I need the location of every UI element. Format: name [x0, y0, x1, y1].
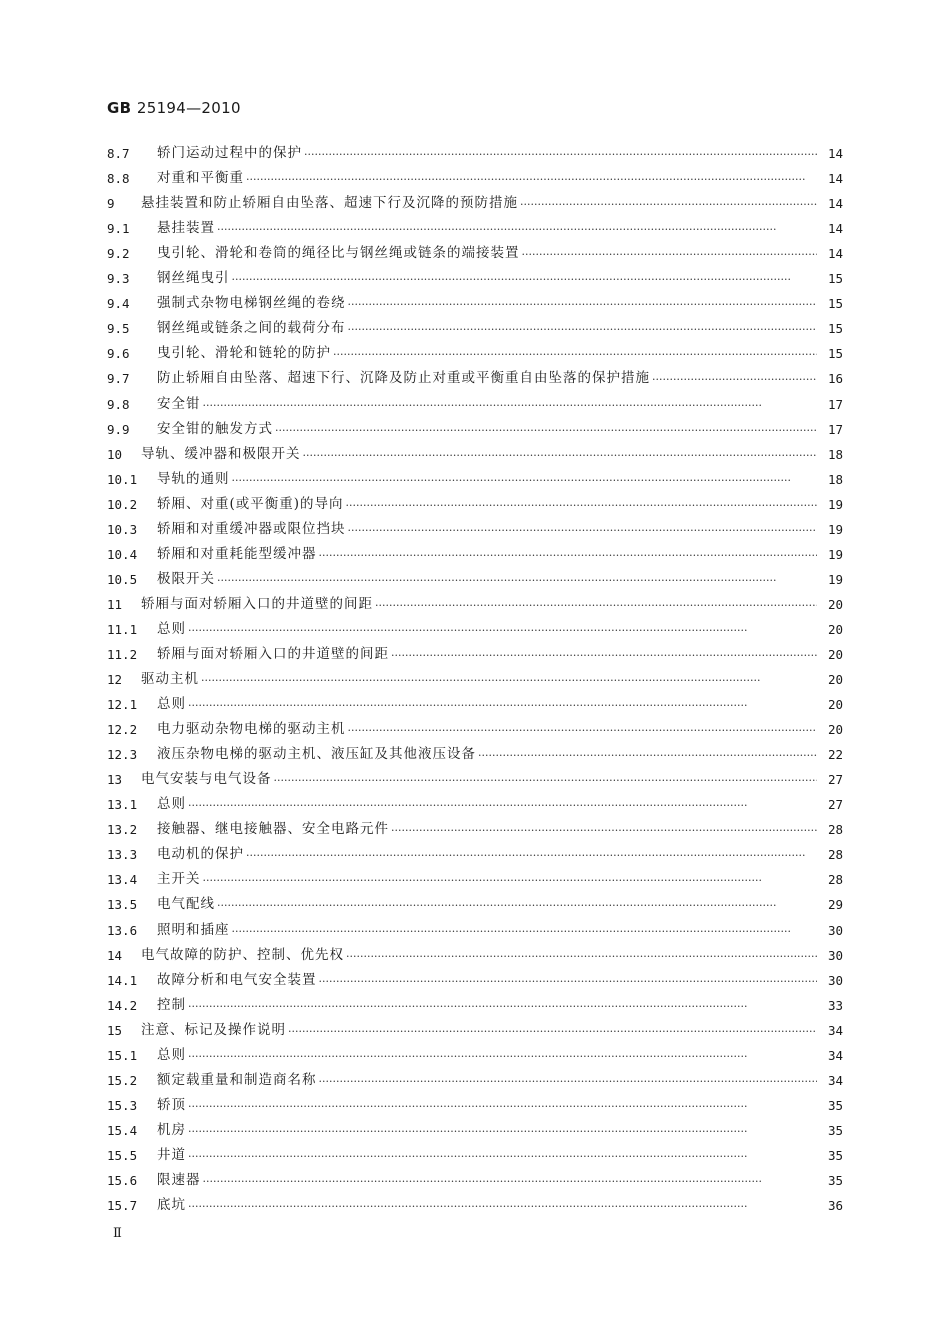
toc-entry[interactable]: [107, 442, 843, 467]
toc-entry-page: 18: [827, 471, 843, 487]
toc-leader-dots: [319, 545, 818, 567]
toc-entry-number: 13: [107, 772, 123, 788]
toc-leader-dots: [188, 996, 817, 1018]
toc-entry-number: 12.1: [107, 697, 138, 713]
toc-entry-page: 30: [827, 972, 843, 988]
toc-entry-number: 15.4: [107, 1122, 138, 1138]
toc-entry-page: 17: [827, 396, 843, 412]
toc-leader-dots: [346, 495, 817, 517]
toc-entry-title: 接触器、继电接触器、安全电路元件: [157, 821, 389, 838]
toc-entry[interactable]: [107, 567, 843, 592]
toc-leader-dots: [319, 1071, 818, 1093]
toc-entry-number: 13.3: [107, 847, 138, 863]
toc-entry-page: 14: [827, 221, 843, 237]
toc-leader-dots: [217, 895, 817, 917]
toc-entry-page: 16: [827, 371, 843, 387]
toc-entry-number: 8.8: [107, 171, 130, 187]
toc-entry[interactable]: [107, 692, 843, 717]
toc-entry-number: 15.5: [107, 1147, 138, 1163]
toc-entry-page: 28: [827, 872, 843, 888]
toc-entry[interactable]: [107, 993, 843, 1018]
toc-entry-title: 额定载重量和制造商名称: [157, 1071, 317, 1088]
toc-entry-page: 19: [827, 571, 843, 587]
toc-entry-title: 极限开关: [157, 570, 215, 587]
standard-prefix: GB: [107, 99, 132, 117]
toc-entry-number: 13.1: [107, 797, 138, 813]
toc-entry-title: 钢丝绳或链条之间的载荷分布: [157, 320, 346, 337]
toc-entry[interactable]: [107, 1193, 843, 1218]
toc-leader-dots: [203, 870, 818, 892]
toc-entry-title: 注意、标记及操作说明: [141, 1021, 286, 1038]
toc-leader-dots: [232, 921, 818, 943]
toc-entry-title: 电力驱动杂物电梯的驱动主机: [157, 721, 346, 738]
toc-entry-page: 15: [827, 271, 843, 287]
toc-entry-number: 11.1: [107, 621, 138, 637]
toc-entry-page: 15: [827, 321, 843, 337]
toc-leader-dots: [217, 219, 817, 241]
toc-entry-page: 19: [827, 496, 843, 512]
toc-entry-page: 35: [827, 1097, 843, 1113]
toc-leader-dots: [652, 369, 817, 391]
toc-entry-number: 11: [107, 596, 123, 612]
toc-entry-title: 轿厢与面对轿厢入口的井道壁的间距: [141, 595, 373, 612]
toc-entry-page: 27: [827, 772, 843, 788]
toc-leader-dots: [391, 645, 817, 667]
toc-entry-number: 14: [107, 947, 123, 963]
toc-entry-page: 34: [827, 1022, 843, 1038]
toc-entry-page: 33: [827, 997, 843, 1013]
toc-leader-dots: [188, 1046, 817, 1068]
toc-entry-page: 17: [827, 421, 843, 437]
toc-leader-dots: [246, 169, 817, 191]
toc-entry[interactable]: [107, 166, 843, 191]
toc-entry-title: 轿门运动过程中的保护: [157, 145, 302, 162]
toc-entry-number: 13.6: [107, 922, 138, 938]
toc-leader-dots: [478, 745, 817, 767]
toc-entry[interactable]: [107, 492, 843, 517]
toc-entry-number: 9.1: [107, 221, 130, 237]
toc-leader-dots: [520, 194, 817, 216]
toc-leader-dots: [348, 319, 818, 341]
toc-entry[interactable]: [107, 767, 843, 792]
toc-leader-dots: [522, 244, 818, 266]
toc-entry[interactable]: [107, 1093, 843, 1118]
toc-leader-dots: [203, 1171, 818, 1193]
toc-entry-title: 井道: [157, 1146, 186, 1163]
toc-entry[interactable]: [107, 1118, 843, 1143]
toc-entry-number: 9: [107, 196, 115, 212]
toc-entry-number: 8.7: [107, 146, 130, 162]
toc-entry[interactable]: [107, 867, 843, 892]
toc-leader-dots: [188, 1121, 817, 1143]
toc-entry-page: 20: [827, 697, 843, 713]
toc-entry-title: 轿厢、对重(或平衡重)的导向: [157, 495, 344, 512]
toc-entry[interactable]: [107, 266, 843, 291]
toc-entry-page: 29: [827, 897, 843, 913]
toc-entry-page: 36: [827, 1198, 843, 1214]
toc-entry-title: 底坑: [157, 1197, 186, 1214]
toc-entry-title: 电气故障的防护、控制、优先权: [141, 946, 344, 963]
toc-entry-title: 轿厢和对重缓冲器或限位挡块: [157, 520, 346, 537]
toc-entry-title: 电气安装与电气设备: [141, 771, 272, 788]
toc-leader-dots: [188, 795, 817, 817]
toc-entry-title: 悬挂装置和防止轿厢自由坠落、超速下行及沉降的预防措施: [141, 195, 518, 212]
toc-entry-number: 12.3: [107, 747, 138, 763]
toc-entry[interactable]: [107, 191, 843, 216]
toc-entry-page: 20: [827, 722, 843, 738]
toc-entry-title: 总则: [157, 620, 186, 637]
toc-entry-title: 安全钳: [157, 395, 201, 412]
toc-entry-number: 13.5: [107, 897, 138, 913]
toc-entry-title: 防止轿厢自由坠落、超速下行、沉降及防止对重或平衡重自由坠落的保护措施: [157, 370, 650, 387]
toc-entry[interactable]: [107, 642, 843, 667]
toc-entry-page: 15: [827, 296, 843, 312]
toc-entry-number: 9.2: [107, 246, 130, 262]
toc-leader-dots: [188, 1146, 817, 1168]
toc-entry-page: 30: [827, 947, 843, 963]
standard-number: 25194—2010: [136, 99, 241, 117]
toc-leader-dots: [188, 1096, 817, 1118]
toc-entry-page: 34: [827, 1047, 843, 1063]
toc-entry-title: 导轨的通则: [157, 470, 230, 487]
toc-entry-page: 20: [827, 621, 843, 637]
toc-leader-dots: [375, 595, 817, 617]
toc-entry[interactable]: [107, 792, 843, 817]
toc-entry-page: 15: [827, 346, 843, 362]
toc-entry-number: 10.5: [107, 571, 138, 587]
toc-entry-title: 总则: [157, 696, 186, 713]
toc-leader-dots: [201, 670, 817, 692]
toc-entry-page: 14: [827, 171, 843, 187]
toc-entry[interactable]: [107, 241, 843, 266]
toc-leader-dots: [203, 395, 818, 417]
toc-entry[interactable]: [107, 517, 843, 542]
toc-entry-title: 悬挂装置: [157, 220, 215, 237]
toc-leader-dots: [217, 570, 817, 592]
table-of-contents: [107, 141, 843, 1218]
toc-entry-number: 10: [107, 446, 123, 462]
toc-entry-page: 20: [827, 596, 843, 612]
toc-entry[interactable]: [107, 617, 843, 642]
toc-entry-number: 14.1: [107, 972, 138, 988]
toc-leader-dots: [188, 620, 817, 642]
toc-entry-title: 轿顶: [157, 1096, 186, 1113]
toc-entry-title: 强制式杂物电梯钢丝绳的卷绕: [157, 295, 346, 312]
toc-leader-dots: [274, 770, 818, 792]
toc-entry[interactable]: [107, 917, 843, 942]
toc-entry-page: 14: [827, 146, 843, 162]
toc-entry-number: 11.2: [107, 646, 138, 662]
toc-entry-number: 9.8: [107, 396, 130, 412]
toc-entry-title: 电气配线: [157, 896, 215, 913]
toc-entry-page: 28: [827, 847, 843, 863]
toc-entry-title: 对重和平衡重: [157, 170, 244, 187]
toc-entry[interactable]: [107, 667, 843, 692]
toc-entry-title: 照明和插座: [157, 921, 230, 938]
toc-entry[interactable]: [107, 417, 843, 442]
toc-entry[interactable]: [107, 1018, 843, 1043]
toc-entry-number: 9.7: [107, 371, 130, 387]
toc-entry[interactable]: [107, 1068, 843, 1093]
toc-entry[interactable]: [107, 341, 843, 366]
toc-entry-page: 35: [827, 1122, 843, 1138]
toc-entry-title: 导轨、缓冲器和极限开关: [141, 445, 301, 462]
toc-entry-title: 故障分析和电气安全装置: [157, 971, 317, 988]
toc-entry[interactable]: [107, 316, 843, 341]
toc-entry-title: 驱动主机: [141, 671, 199, 688]
toc-entry-number: 9.5: [107, 321, 130, 337]
toc-leader-dots: [319, 971, 818, 993]
toc-entry-page: 28: [827, 822, 843, 838]
toc-entry-number: 10.4: [107, 546, 138, 562]
toc-entry-number: 10.1: [107, 471, 138, 487]
toc-entry-page: 14: [827, 196, 843, 212]
toc-entry-page: 34: [827, 1072, 843, 1088]
toc-leader-dots: [304, 144, 817, 166]
toc-entry-page: 19: [827, 521, 843, 537]
toc-entry[interactable]: [107, 1043, 843, 1068]
toc-entry-title: 总则: [157, 1046, 186, 1063]
toc-entry-number: 15.3: [107, 1097, 138, 1113]
toc-entry-title: 轿厢和对重耗能型缓冲器: [157, 545, 317, 562]
toc-entry[interactable]: [107, 542, 843, 567]
toc-entry-number: 9.4: [107, 296, 130, 312]
toc-entry-title: 曳引轮、滑轮和链轮的防护: [157, 345, 331, 362]
toc-entry[interactable]: [107, 1168, 843, 1193]
toc-leader-dots: [275, 420, 817, 442]
toc-entry-page: 20: [827, 672, 843, 688]
page-number: Ⅱ: [113, 1226, 122, 1241]
toc-entry[interactable]: [107, 943, 843, 968]
toc-entry-number: 15: [107, 1022, 123, 1038]
toc-entry[interactable]: [107, 892, 843, 917]
toc-leader-dots: [288, 1021, 817, 1043]
toc-entry-page: 35: [827, 1172, 843, 1188]
standard-header: [107, 99, 241, 117]
toc-entry-number: 15.2: [107, 1072, 138, 1088]
toc-entry-title: 限速器: [157, 1171, 201, 1188]
toc-leader-dots: [303, 445, 818, 467]
toc-entry-number: 9.9: [107, 421, 130, 437]
toc-entry-number: 9.6: [107, 346, 130, 362]
toc-entry[interactable]: [107, 1143, 843, 1168]
toc-entry[interactable]: [107, 366, 843, 391]
toc-entry[interactable]: [107, 467, 843, 492]
toc-entry[interactable]: [107, 391, 843, 416]
toc-leader-dots: [246, 845, 817, 867]
toc-entry-title: 总则: [157, 796, 186, 813]
toc-entry-page: 18: [827, 446, 843, 462]
toc-entry-title: 机房: [157, 1121, 186, 1138]
toc-entry-number: 12.2: [107, 722, 138, 738]
toc-entry[interactable]: [107, 968, 843, 993]
toc-entry-title: 钢丝绳曳引: [157, 270, 230, 287]
toc-entry-page: 27: [827, 797, 843, 813]
toc-entry-title: 曳引轮、滑轮和卷筒的绳径比与钢丝绳或链条的端接装置: [157, 245, 520, 262]
toc-leader-dots: [348, 294, 818, 316]
toc-leader-dots: [188, 1196, 817, 1218]
toc-entry-number: 10.3: [107, 521, 138, 537]
toc-entry-number: 15.6: [107, 1172, 138, 1188]
toc-leader-dots: [333, 344, 817, 366]
toc-entry-page: 20: [827, 646, 843, 662]
toc-entry-title: 电动机的保护: [157, 846, 244, 863]
toc-entry[interactable]: [107, 842, 843, 867]
toc-entry[interactable]: [107, 291, 843, 316]
toc-entry-page: 14: [827, 246, 843, 262]
toc-leader-dots: [348, 720, 818, 742]
toc-entry[interactable]: [107, 742, 843, 767]
toc-entry-title: 轿厢与面对轿厢入口的井道壁的间距: [157, 645, 389, 662]
toc-leader-dots: [348, 520, 818, 542]
toc-entry-number: 9.3: [107, 271, 130, 287]
toc-entry[interactable]: [107, 216, 843, 241]
toc-leader-dots: [232, 269, 818, 291]
toc-entry-title: 主开关: [157, 871, 201, 888]
toc-leader-dots: [391, 820, 817, 842]
toc-entry[interactable]: [107, 592, 843, 617]
toc-entry-page: 30: [827, 922, 843, 938]
toc-entry-number: 13.4: [107, 872, 138, 888]
toc-entry-number: 12: [107, 672, 123, 688]
toc-entry-page: 22: [827, 747, 843, 763]
toc-entry-number: 15.7: [107, 1198, 138, 1214]
toc-leader-dots: [188, 695, 817, 717]
toc-leader-dots: [232, 470, 818, 492]
toc-entry[interactable]: [107, 717, 843, 742]
toc-entry-page: 19: [827, 546, 843, 562]
toc-entry[interactable]: [107, 817, 843, 842]
toc-entry-number: 14.2: [107, 997, 138, 1013]
toc-entry-title: 安全钳的触发方式: [157, 420, 273, 437]
toc-leader-dots: [346, 946, 817, 968]
toc-entry-number: 15.1: [107, 1047, 138, 1063]
toc-entry-title: 液压杂物电梯的驱动主机、液压缸及其他液压设备: [157, 746, 476, 763]
toc-entry-page: 35: [827, 1147, 843, 1163]
toc-entry-number: 10.2: [107, 496, 138, 512]
toc-entry-number: 13.2: [107, 822, 138, 838]
toc-entry-title: 控制: [157, 996, 186, 1013]
toc-entry[interactable]: [107, 141, 843, 166]
